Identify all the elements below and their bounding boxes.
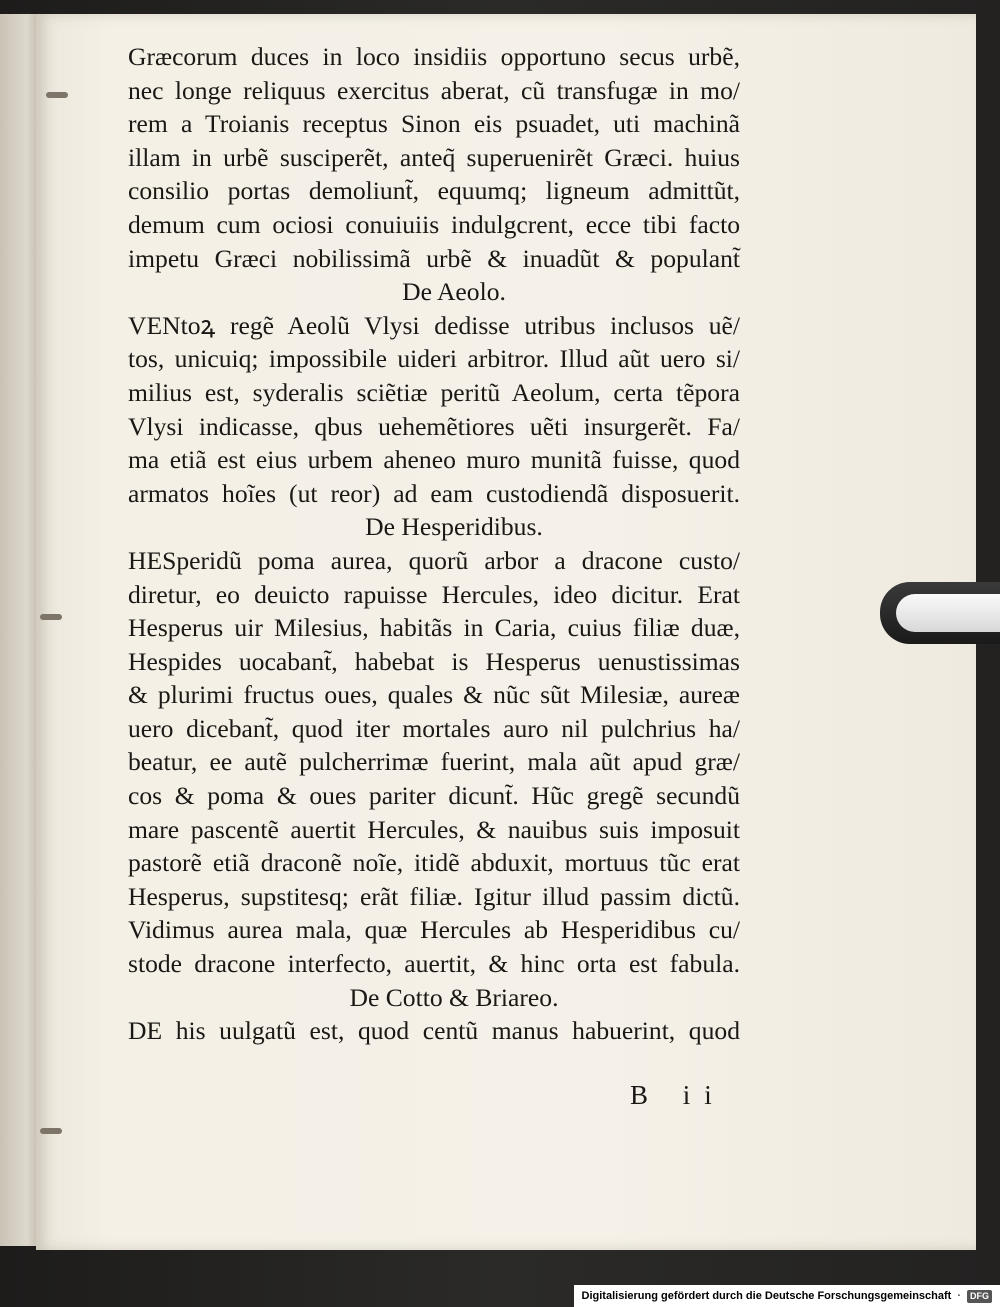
text-line: nec longe reliquus exercitus aberat, cũ transfugæ in mo/: [128, 75, 740, 105]
binding-stitch-middle: [40, 614, 62, 620]
text-line: Hespides uocabant̃, habebat is Hesperus uenustissimas: [128, 646, 740, 676]
text-line: armatos hoĩes (ut reor) ad eam custodiendã disposuerit.: [128, 478, 740, 508]
text-line: VENtoꝝ regẽ Aeolũ Vlysi dedisse utribus inclusos uẽ/: [128, 310, 740, 340]
text-line: Hesperus uir Milesius, habitãs in Caria, cuius filiæ duæ,: [128, 613, 740, 643]
page-clip-highlight: [896, 594, 1000, 632]
footer-credit: Digitalisierung gefördert durch die Deutsche Forschungsgemeinschaft: [581, 1290, 952, 1302]
binding-stitch-bottom: [40, 1128, 62, 1134]
text-line: stode dracone interfecto, auertit, & hinc orta est fabula.: [128, 949, 740, 979]
text-line: Hesperus, supstitesq; erãt filiæ. Igitur illud passim dictũ.: [128, 881, 740, 911]
text-line: milius est, syderalis sciẽtiæ peritũ Aeolum, certa tẽpora: [128, 377, 740, 407]
text-line: uero dicebant̃, quod iter mortales auro nil pulchrius ha/: [128, 713, 740, 743]
text-line: beatur, ee autẽ pulcherrimæ fuerint, mala aũt apud græ/: [128, 747, 740, 777]
text-line: DE his uulgatũ est, quod centũ manus habuerint, quod: [128, 1016, 740, 1046]
section-heading: De Aeolo.: [402, 277, 506, 307]
text-line: consilio portas demoliunt̃, equumq; ligneum admittũt,: [128, 176, 740, 206]
text-line: HESperidũ poma aurea, quorũ arbor a dracone custo/: [128, 545, 740, 575]
signature-mark: B ii: [630, 1080, 726, 1110]
text-line: Græcorum duces in loco insidiis opportuno secus urbẽ,: [128, 42, 740, 71]
text-line: illam in urbẽ susciperẽt, anteq̃ superuenirẽt Græci. huius: [128, 142, 740, 172]
dfg-logo-icon: DFG: [967, 1290, 992, 1303]
text-line: & plurimi fructus oues, quales & nũc sũt Milesiæ, aureæ: [128, 680, 740, 710]
section-heading: De Hesperidibus.: [365, 512, 543, 542]
page-text: [128, 40, 740, 1048]
binding-stitch-top: [46, 92, 68, 98]
text-line: demum cum ociosi conuiuiis indulgcrent, ecce tibi facto: [128, 209, 740, 239]
text-line: mare pascentẽ auertit Hercules, & nauibus suis imposuit: [128, 814, 740, 844]
text-line: pastorẽ etiã draconẽ noĩe, itidẽ abduxit, mortuus tũc erat: [128, 848, 740, 878]
digitization-footer: Digitalisierung gefördert durch die Deutsche Forschungsgemeinschaft · DFG: [574, 1285, 1000, 1307]
text-line: impetu Græci nobilissimã urbẽ & inuadũt & populant̃: [128, 243, 740, 273]
text-line: ma etiã est eius urbem aheneo muro munitã fuisse, quod: [128, 445, 740, 475]
text-line: cos & poma & oues pariter dicunt̃. Hũc gregẽ secundũ: [128, 781, 740, 811]
text-line: Vlysi indicasse, qbus uehemẽtiores uẽti insurgerẽt. Fa/: [128, 411, 740, 441]
text-line: tos, unicuiq; impossibile uideri arbitror. Illud aũt uero si/: [128, 344, 740, 374]
text-line: rem a Troianis receptus Sinon eis psuadet, uti machinã: [128, 109, 740, 139]
section-heading: De Cotto & Briareo.: [349, 982, 559, 1012]
text-line: diretur, eo deuicto rapuisse Hercules, ideo dicitur. Erat: [128, 579, 740, 609]
text-line: Vidimus aurea mala, quæ Hercules ab Hesperidibus cu/: [128, 915, 740, 945]
